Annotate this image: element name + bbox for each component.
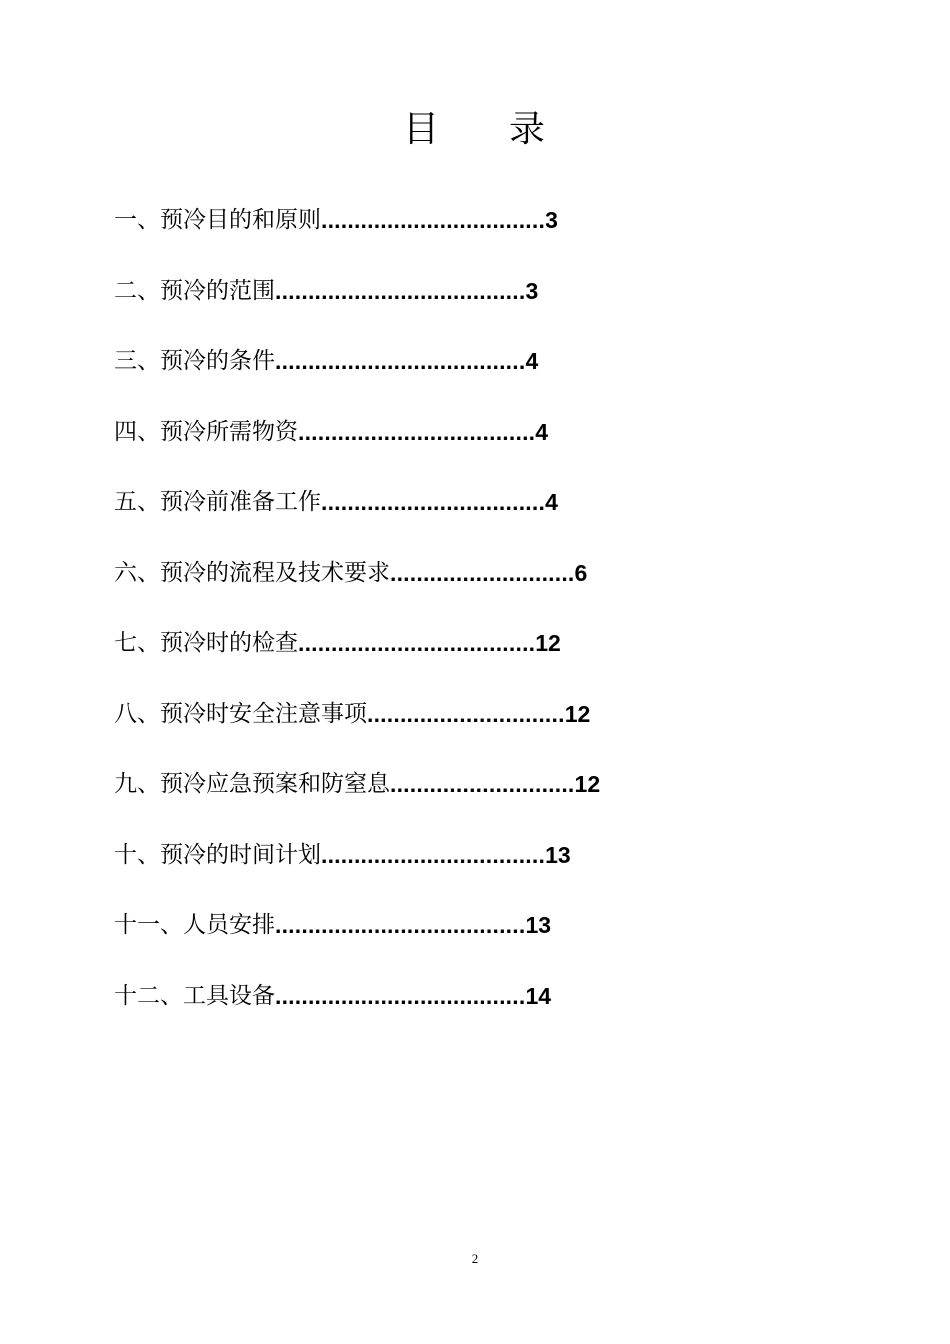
toc-entry-leader: ....................................: [298, 418, 536, 445]
toc-entry-page: 4: [525, 348, 539, 374]
toc-entry-page: 12: [535, 630, 561, 656]
toc-entry-leader: ......................................: [275, 348, 526, 374]
toc-entry-label: 十二、工具设备: [114, 982, 275, 1009]
toc-list: [114, 200, 834, 1046]
toc-entry-label: 三、预冷的条件: [114, 348, 275, 374]
toc-entry-label: 二、预冷的范围: [114, 277, 275, 304]
toc-entry-leader: ....................................: [298, 630, 536, 656]
toc-entry[interactable]: [114, 341, 834, 412]
toc-entry-label: 九、预冷应急预案和防窒息: [114, 771, 390, 797]
toc-entry-label: 十一、人员安排: [114, 912, 275, 938]
toc-entry[interactable]: [114, 412, 834, 483]
toc-entry[interactable]: [114, 482, 834, 553]
toc-entry-leader: ......................................: [275, 912, 526, 938]
toc-entry[interactable]: [114, 976, 834, 1047]
toc-entry-page: 13: [545, 841, 571, 868]
toc-title-char-left: 目: [402, 109, 441, 150]
toc-title: [0, 108, 950, 152]
toc-entry-label: 四、预冷所需物资: [114, 418, 298, 445]
toc-entry[interactable]: [114, 200, 834, 271]
toc-entry-page: 3: [545, 207, 558, 233]
toc-entry[interactable]: [114, 553, 834, 624]
toc-entry-label: 七、预冷时的检查: [114, 630, 298, 656]
toc-entry-page: 12: [564, 700, 591, 727]
toc-entry-leader: ............................: [390, 771, 575, 797]
toc-entry-leader: ......................................: [275, 277, 526, 304]
toc-entry[interactable]: [114, 905, 834, 976]
toc-entry-label: 六、预冷的流程及技术要求: [114, 559, 390, 586]
page-number: 2: [471, 1251, 479, 1266]
toc-entry[interactable]: [114, 694, 834, 765]
toc-entry[interactable]: [114, 835, 834, 906]
toc-entry-label: 一、预冷目的和原则: [114, 207, 321, 233]
toc-title-char-right: 录: [509, 109, 548, 150]
toc-entry-leader: ..................................: [321, 841, 546, 868]
toc-entry-leader: ..................................: [321, 489, 546, 515]
toc-entry-page: 14: [525, 982, 552, 1009]
toc-entry-leader: ..................................: [321, 207, 546, 233]
toc-entry-label: 十、预冷的时间计划: [114, 841, 321, 868]
toc-entry-leader: ......................................: [275, 982, 526, 1009]
toc-entry-page: 4: [535, 418, 549, 445]
toc-entry-page: 13: [525, 912, 552, 938]
toc-entry-page: 12: [574, 771, 601, 797]
toc-entry-leader: ............................: [390, 559, 575, 586]
toc-entry-page: 6: [574, 559, 588, 586]
toc-entry-label: 五、预冷前准备工作: [114, 489, 321, 515]
toc-entry[interactable]: [114, 623, 834, 694]
toc-entry[interactable]: [114, 271, 834, 342]
toc-entry-label: 八、预冷时安全注意事项: [114, 700, 367, 727]
toc-entry[interactable]: [114, 764, 834, 835]
toc-entry-page: 4: [545, 489, 558, 515]
toc-entry-leader: ..............................: [367, 700, 565, 727]
toc-entry-page: 3: [525, 277, 539, 304]
